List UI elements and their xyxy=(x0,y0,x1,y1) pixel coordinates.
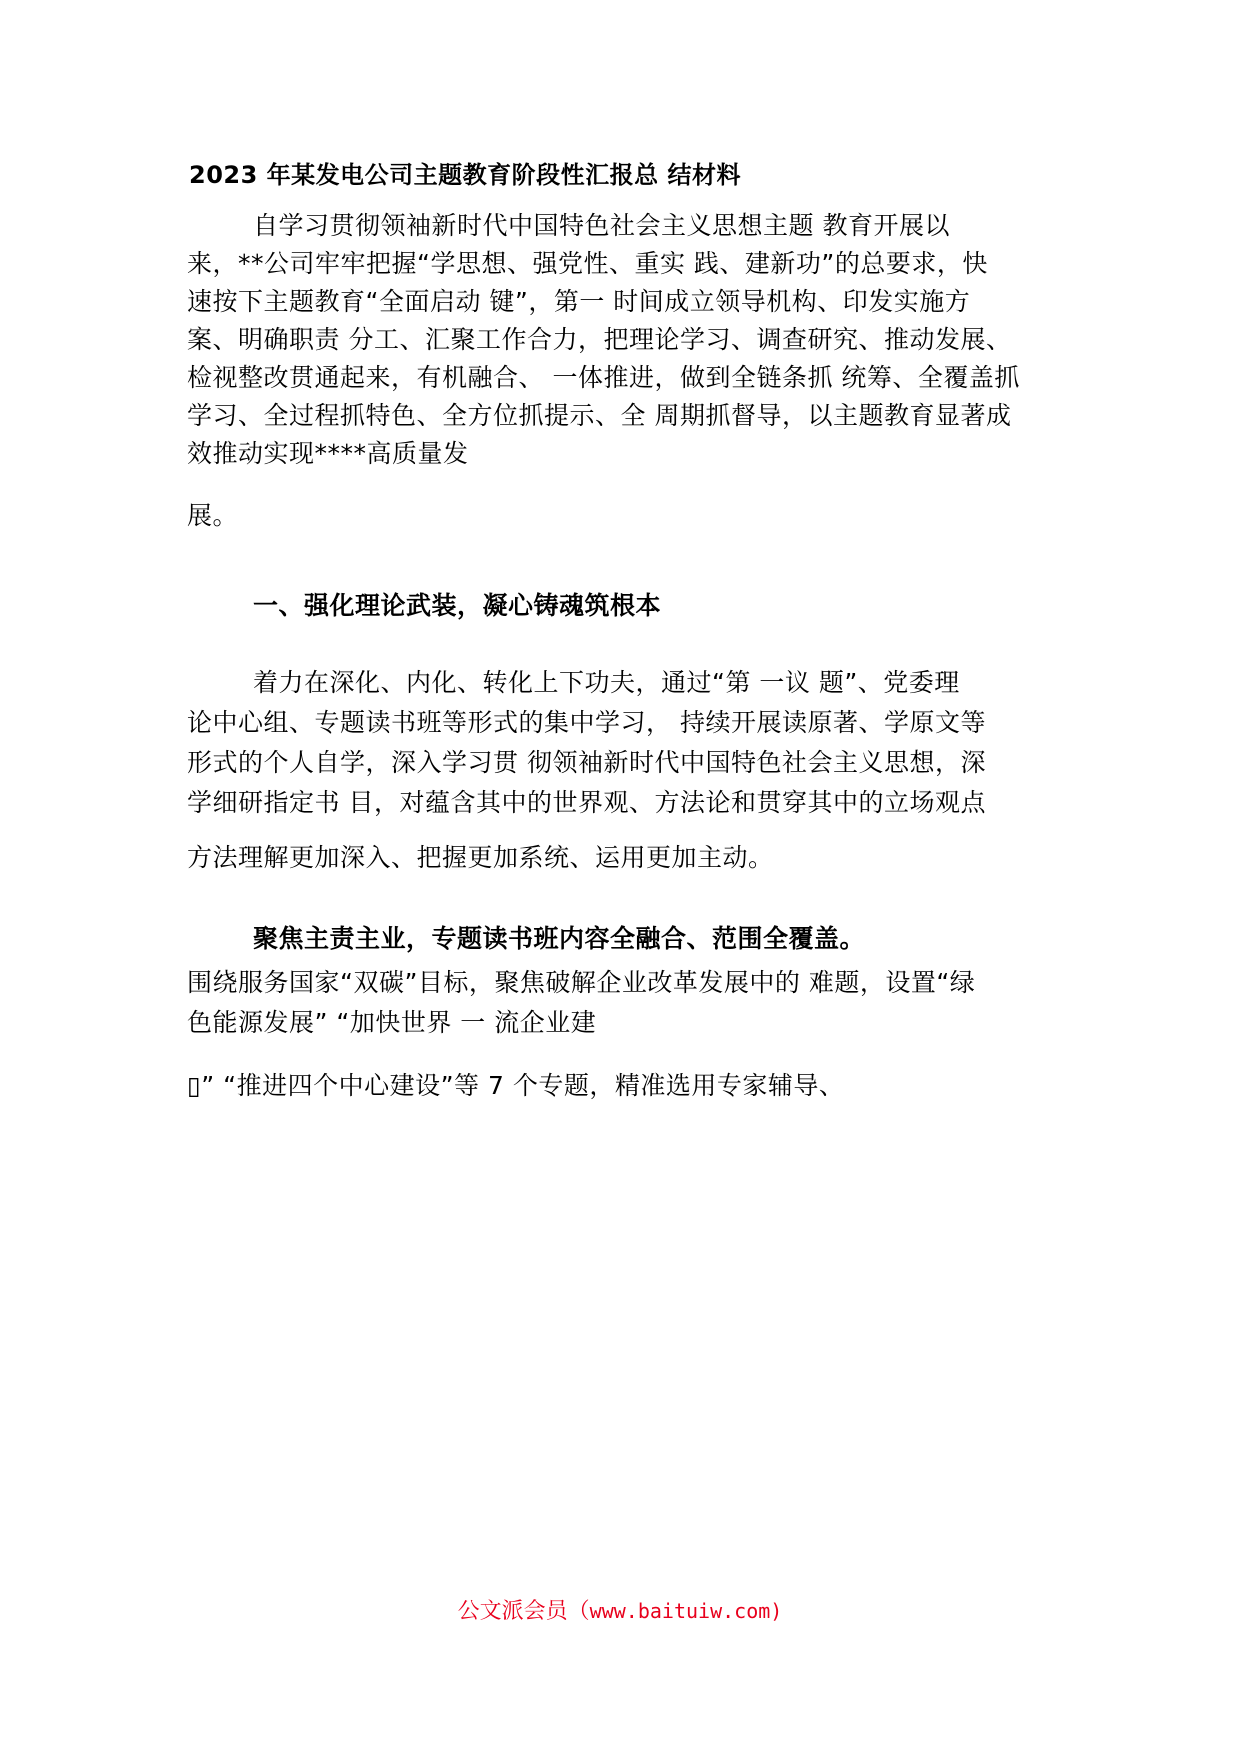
footer-watermark xyxy=(0,1596,1240,1627)
intro-line: 自学习贯彻领袖新时代中国特色社会主义思想主题 教育开展以 xyxy=(253,211,950,240)
section-line: 形式的个人自学，深入学习贯 彻领袖新时代中国特色社会主义思想，深 xyxy=(187,748,986,777)
section-tail: 方法理解更加深入、把握更加系统、运用更加主动。 xyxy=(187,843,774,872)
subheading: 聚焦主责主业，专题读书班内容全融合、范围全覆盖。 xyxy=(253,924,866,953)
sub-line: 围绕服务国家“双碳”目标，聚焦破解企业改革发展中的 难题，设置“绿 xyxy=(187,968,976,997)
sub-line: 色能源发展” “加快世界 一 流企业建 xyxy=(187,1008,597,1037)
intro-line: 案、明确职责 分工、汇聚工作合力，把理论学习、调查研究、推动发展、 xyxy=(187,325,1012,354)
section-line: 论中心组、专题读书班等形式的集中学习， 持续开展读原著、学原文等 xyxy=(187,708,986,737)
section-heading: 一、强化理论武装，凝心铸魂筑根本 xyxy=(253,591,662,620)
intro-line: 来，**公司牢牢把握“学思想、强党性、重实 践、建新功”的总要求，快 xyxy=(187,249,988,278)
intro-line: 效推动实现****高质量发 xyxy=(187,439,469,468)
footer-url: www.baituiw.com) xyxy=(589,1599,783,1623)
section-line: 学细研指定书 目，对蕴含其中的世界观、方法论和贯穿其中的立场观点 xyxy=(187,788,986,817)
intro-line: 学习、全过程抓特色、全方位抓提示、全 周期抓督导，以主题教育显著成 xyxy=(187,401,1012,430)
footer-label: 公文派会员（ xyxy=(457,1599,590,1624)
section-line: 着力在深化、内化、转化上下功夫，通过“第 一议 题”、党委理 xyxy=(253,668,960,697)
document-title: 2023 年某发电公司主题教育阶段性汇报总 结材料 xyxy=(189,161,742,189)
intro-tail: 展。 xyxy=(187,501,239,530)
intro-line: 检视整改贯通起来，有机融合、 一体推进，做到全链条抓 统筹、全覆盖抓 xyxy=(187,363,1020,392)
intro-line: 速按下主题教育“全面启动 键”，第一 时间成立领导机构、印发实施方 xyxy=(187,287,971,316)
sub-tail: ▯” “推进四个中心建设”等 7 个专题，精准选用专家辅导、 xyxy=(187,1071,845,1100)
